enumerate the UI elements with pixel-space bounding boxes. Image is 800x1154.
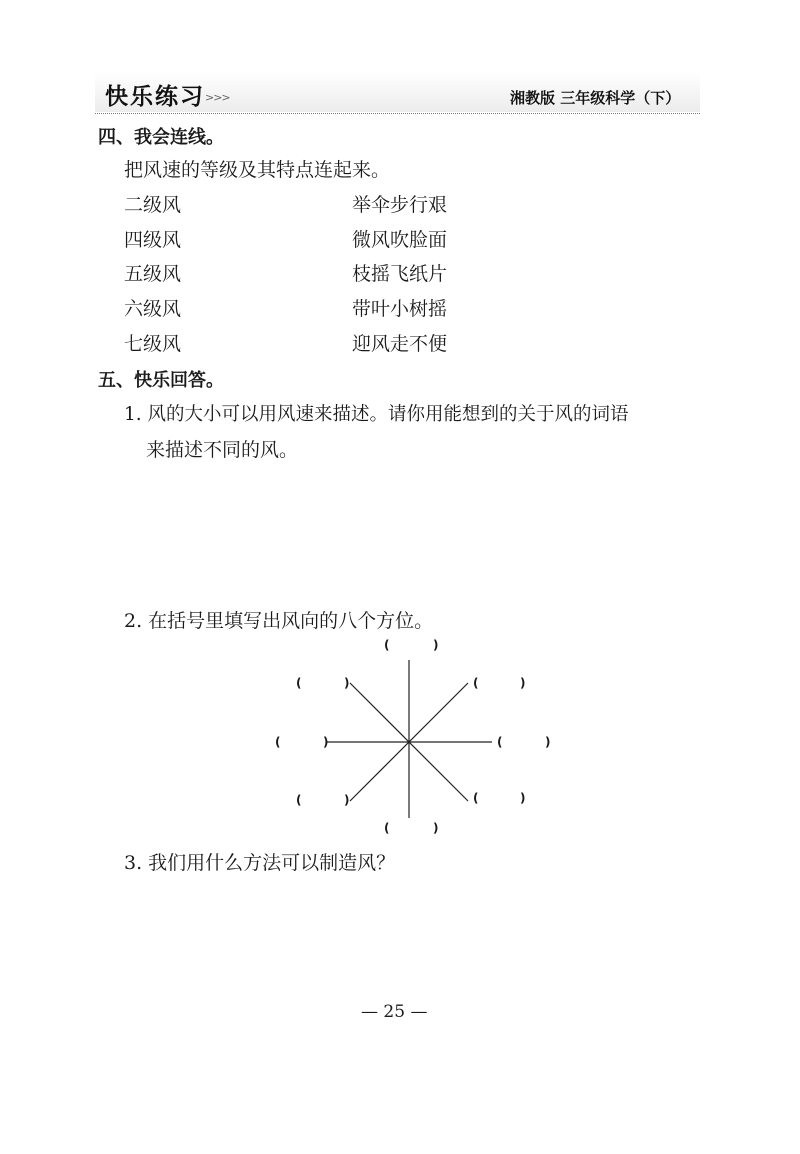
blank-southeast-close: ): [520, 791, 526, 805]
feature-item: 举伞步行艰: [352, 194, 448, 216]
blank-south-open: (: [384, 821, 390, 835]
level-item: 七级风: [124, 333, 182, 355]
level-item: 六级风: [124, 298, 182, 320]
blank-southwest-open: (: [296, 793, 302, 807]
level-item: 五级风: [124, 263, 182, 285]
blank-east-open: (: [497, 735, 503, 749]
page-number: — 25 —: [361, 1002, 428, 1022]
question-1-line1: 1. 风的大小可以用风速来描述。请你用能想到的关于风的词语: [124, 404, 629, 425]
feature-item: 微风吹脸面: [352, 229, 448, 251]
book-title: 湘教版 三年级科学（下）: [510, 89, 681, 107]
section4-instruction: 把风速的等级及其特点连起来。: [124, 159, 391, 181]
feature-item: 带叶小树摇: [352, 298, 448, 320]
blank-northwest-close: ): [344, 676, 350, 690]
header-title: 快乐练习: [105, 84, 205, 110]
blank-north-close: ): [433, 638, 439, 652]
blank-southwest-close: ): [344, 793, 350, 807]
feature-item: 枝摇飞纸片: [352, 263, 448, 285]
blank-northwest-open: (: [296, 676, 302, 690]
feature-item: 迎风走不便: [352, 333, 448, 355]
section5-heading: 五、快乐回答。: [98, 370, 224, 391]
blank-south-close: ): [433, 821, 439, 835]
question-2: 2. 在括号里填写出风向的八个方位。: [124, 610, 434, 632]
blank-west-close: ): [323, 735, 329, 749]
blank-southeast-open: (: [473, 791, 479, 805]
level-item: 四级风: [124, 229, 182, 251]
header-chevrons: >>>: [205, 91, 230, 104]
question-1-line2: 来描述不同的风。: [146, 439, 299, 461]
level-item: 二级风: [124, 194, 182, 216]
blank-north-open: (: [384, 638, 390, 652]
blank-northeast-open: (: [473, 676, 479, 690]
blank-east-close: ): [545, 735, 551, 749]
question-3: 3. 我们用什么方法可以制造风？: [124, 852, 396, 874]
blank-northeast-close: ): [520, 676, 526, 690]
blank-west-open: (: [275, 735, 281, 749]
section4-heading: 四、我会连线。: [98, 127, 224, 148]
